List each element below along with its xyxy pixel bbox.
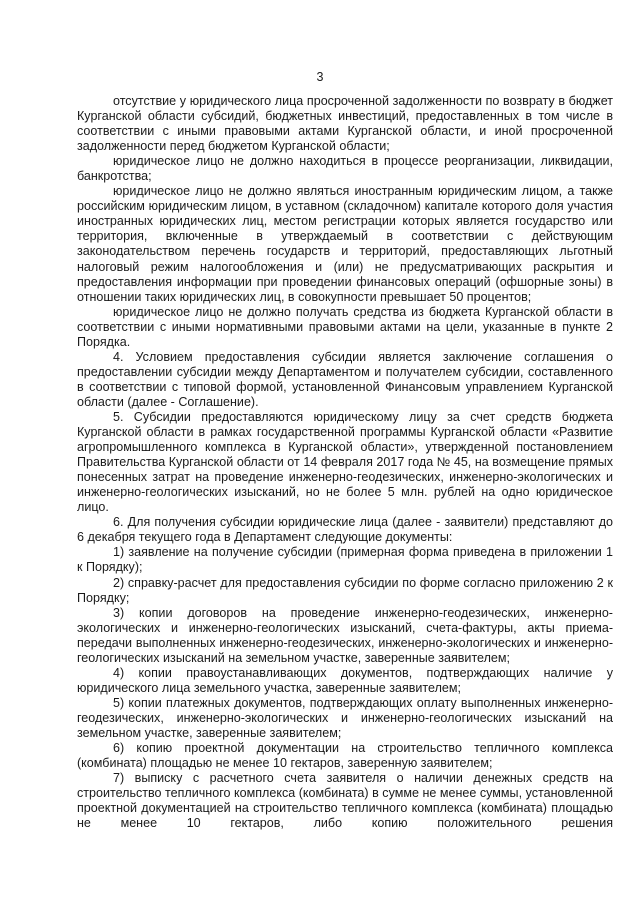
list-item-6: 6) копию проектной документации на строительство тепличного комплекса (комбината) площадью не менее 10 гектаров, заверенную заявителем; [77, 741, 613, 771]
list-item-7: 7) выписку с расчетного счета заявителя о наличии денежных средств на строительство тепличного комплекса (комбината) в сумме не менее суммы, установленной проектной документацией на строительство тепличного комплекса (комбината) площадью не менее 10 гектаров, либо копию положительного решения [77, 771, 613, 831]
list-item-2: 2) справку-расчет для предоставления субсидии по форме согласно приложению 2 к Порядку; [77, 575, 613, 605]
list-item-4: 4) копии правоустанавливающих документов, подтверждающих наличие у юридического лица земельного участка, заверенные заявителем; [77, 665, 613, 695]
paragraph-no-reorganization: юридическое лицо не должно находиться в процессе реорганизации, ликвидации, банкротства; [77, 154, 613, 184]
paragraph-not-foreign: юридическое лицо не должно являться иностранным юридическим лицом, а также российским юридическим лицом, в уставном (складочном) капитале которого доля участия иностранных юридических лиц, местом регистрации которых является государство или территория, включенные в утверждаемый в соответствии с действующим законодательством перечень государств и территорий, предоставляющих льготный налоговый режим налогообложения и (или) не предусматривающих раскрытия и предоставления информации при проведении финансовых операций (офшорные зоны) в отношении таких юридических лиц, в совокупности превышает 50 процентов; [77, 184, 613, 304]
paragraph-item-6: 6. Для получения субсидии юридические лица (далее - заявители) представляют до 6 декабря текущего года в Департамент следующие документы: [77, 515, 613, 545]
list-item-1: 1) заявление на получение субсидии (примерная форма приведена в приложении 1 к Порядку); [77, 545, 613, 575]
list-item-5: 5) копии платежных документов, подтверждающих оплату выполненных инженерно-геодезических, инженерно-экологических и инженерно-геологических изысканий на земельном участке, заверенные заявителем; [77, 695, 613, 740]
page-number: 3 [316, 70, 324, 84]
list-item-3: 3) копии договоров на проведение инженерно-геодезических, инженерно-экологических и инженерно-геологических изысканий, счета-фактуры, акты приема-передачи выполненных инженерно-геодезических, инженерно-экологических и инженерно-геологических изысканий на земельном участке, заверенные заявителем; [77, 605, 613, 665]
document-body [77, 94, 613, 831]
paragraph-no-debt: отсутствие у юридического лица просроченной задолженности по возврату в бюджет Курганской области субсидий, бюджетных инвестиций, предоставленных в том числе в соответствии с иными правовыми актами Курганской области, и иной просроченной задолженности перед бюджетом Курганской области; [77, 94, 613, 154]
paragraph-no-other-funds: юридическое лицо не должно получать средства из бюджета Курганской области в соответствии с иными нормативными правовыми актами на цели, указанные в пункте 2 Порядка. [77, 304, 613, 349]
paragraph-item-5: 5. Субсидии предоставляются юридическому лицу за счет средств бюджета Курганской области в рамках государственной программы Курганской области «Развитие агропромышленного комплекса в Курганской области», утвержденной постановлением Правительства Курганской области от 14 февраля 2017 года № 45, на возмещение прямых понесенных затрат на проведение инженерно-геодезических, инженерно-экологических и инженерно-геологических изысканий, но не более 5 млн. рублей на одно юридическое лицо. [77, 409, 613, 515]
paragraph-item-4: 4. Условием предоставления субсидии является заключение соглашения о предоставлении субсидии между Департаментом и получателем субсидии, составленного в соответствии с типовой формой, установленной Финансовым управлением Курганской области (далее - Соглашение). [77, 349, 613, 409]
